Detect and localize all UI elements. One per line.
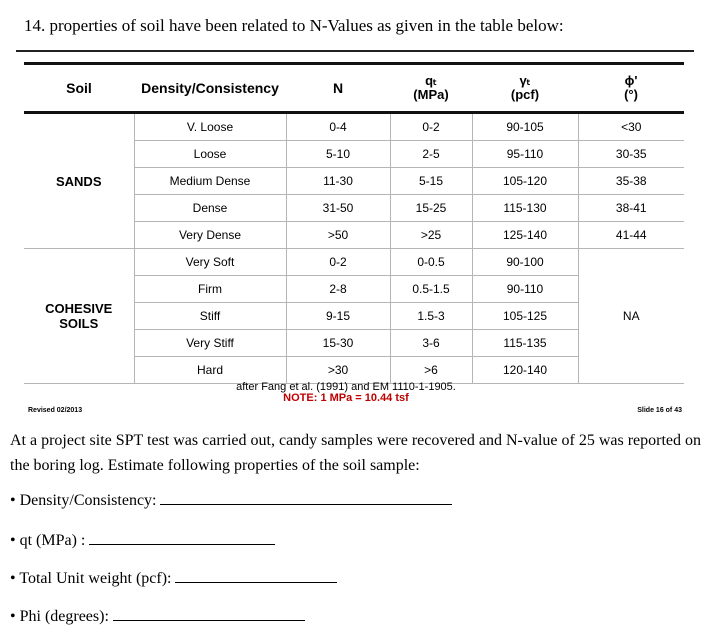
cell-density: Very Soft	[134, 249, 286, 276]
cell-phi: 38-41	[578, 195, 684, 222]
cell-gamma: 90-110	[472, 276, 578, 303]
cell-n: 5-10	[286, 141, 390, 168]
cell-gamma: 105-120	[472, 168, 578, 195]
header-gamma	[472, 65, 578, 113]
cell-density: Very Dense	[134, 222, 286, 249]
header-qt-unit: (MPa)	[413, 87, 449, 102]
question-title: 14. properties of soil have been related to N-Values as given in the table below:	[24, 16, 564, 35]
cell-gamma: 95-110	[472, 141, 578, 168]
cell-n: 0-2	[286, 249, 390, 276]
header-qt	[390, 65, 472, 113]
cell-qt: >25	[390, 222, 472, 249]
group-cohesive-line1: COHESIVE	[45, 301, 113, 316]
header-soil: Soil	[24, 65, 134, 113]
soil-properties-table	[24, 65, 684, 384]
group-cohesive-soils	[24, 249, 134, 384]
problem-statement: At a project site SPT test was carried out, candy samples were recovered and N-value of 25 was reported on the boring log. Estimate following properties of the soil sample:	[10, 432, 702, 474]
cell-phi-na: NA	[578, 249, 684, 384]
cell-qt: >6	[390, 357, 472, 384]
question-item-phi	[10, 606, 305, 626]
cell-qt: 5-15	[390, 168, 472, 195]
answer-blank-unit-weight[interactable]	[175, 568, 337, 583]
table-credit	[16, 382, 676, 404]
slide-image	[16, 50, 694, 422]
cell-n: 11-30	[286, 168, 390, 195]
cell-gamma: 115-135	[472, 330, 578, 357]
cell-density: Very Stiff	[134, 330, 286, 357]
item-label: • qt (MPa) :	[10, 532, 90, 549]
cell-n: >30	[286, 357, 390, 384]
cell-density: Firm	[134, 276, 286, 303]
item-label: • Phi (degrees):	[10, 608, 113, 625]
cell-gamma: 125-140	[472, 222, 578, 249]
cell-gamma: 90-105	[472, 113, 578, 141]
header-n: N	[286, 65, 390, 113]
cell-gamma: 90-100	[472, 249, 578, 276]
table-header-row	[24, 65, 684, 113]
cell-qt: 2-5	[390, 141, 472, 168]
header-gamma-symbol: γₜ	[519, 73, 531, 88]
header-phi-unit: (°)	[624, 87, 638, 102]
cell-gamma: 120-140	[472, 357, 578, 384]
item-label: • Density/Consistency:	[10, 492, 161, 509]
cell-gamma: 105-125	[472, 303, 578, 330]
cell-density: Hard	[134, 357, 286, 384]
answer-blank-qt[interactable]	[89, 530, 275, 545]
cell-density: Loose	[134, 141, 286, 168]
cell-n: 0-4	[286, 113, 390, 141]
group-sands: SANDS	[24, 113, 134, 249]
cell-qt: 3-6	[390, 330, 472, 357]
cell-phi: 30-35	[578, 141, 684, 168]
question-item-qt	[10, 530, 275, 550]
table-row	[24, 113, 684, 141]
cell-density: Dense	[134, 195, 286, 222]
slide-number: Slide 16 of 43	[637, 407, 682, 414]
group-cohesive-line2: SOILS	[59, 316, 99, 331]
cell-density: Stiff	[134, 303, 286, 330]
cell-n: 15-30	[286, 330, 390, 357]
cell-qt: 0-2	[390, 113, 472, 141]
unit-note: NOTE: 1 MPa = 10.44 tsf	[283, 392, 409, 404]
header-phi-symbol: ϕ'	[624, 73, 638, 88]
revised-date: Revised 02/2013	[28, 407, 83, 414]
credit-text: after Fang et al. (1991) and EM 1110-1-1905.	[236, 381, 456, 393]
cell-phi: 35-38	[578, 168, 684, 195]
header-gamma-unit: (pcf)	[510, 87, 540, 102]
cell-phi: <30	[578, 113, 684, 141]
cell-qt: 15-25	[390, 195, 472, 222]
cell-density: Medium Dense	[134, 168, 286, 195]
item-label: • Total Unit weight (pcf):	[10, 570, 176, 587]
question-item-unit-weight	[10, 568, 337, 588]
answer-blank-phi[interactable]	[113, 606, 305, 621]
soil-table-container	[24, 62, 684, 384]
cell-qt: 0-0.5	[390, 249, 472, 276]
cell-phi: 41-44	[578, 222, 684, 249]
answer-blank-density[interactable]	[160, 490, 452, 505]
header-qt-symbol: qₜ	[425, 73, 437, 88]
header-density: Density/Consistency	[134, 65, 286, 113]
header-phi	[578, 65, 684, 113]
cell-n: 2-8	[286, 276, 390, 303]
question-item-density	[10, 490, 452, 510]
cell-qt: 1.5-3	[390, 303, 472, 330]
table-row	[24, 249, 684, 276]
cell-n: >50	[286, 222, 390, 249]
cell-gamma: 115-130	[472, 195, 578, 222]
cell-density: V. Loose	[134, 113, 286, 141]
cell-n: 9-15	[286, 303, 390, 330]
cell-n: 31-50	[286, 195, 390, 222]
cell-qt: 0.5-1.5	[390, 276, 472, 303]
